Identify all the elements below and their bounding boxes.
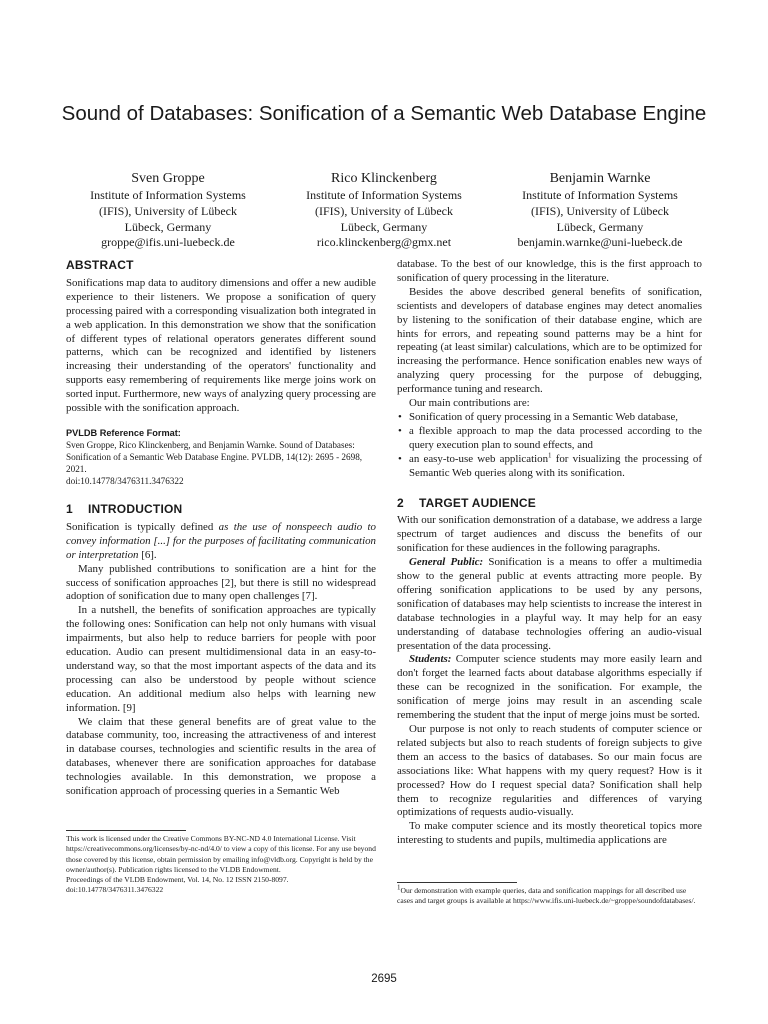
target-paragraph-1: With our sonification demonstration of a database, we address a large spectrum of target audiences and discuss the benefits of our sonification for these audiences in the following paragraphs.	[397, 514, 702, 555]
author-location: Lübeck, Germany	[340, 219, 428, 234]
doi-text: doi:10.14778/3476311.3476322	[66, 885, 164, 895]
text-run: Our demonstration with example queries, data and sonification mappings for all described use cases and target groups is available at https://www.ifis.uni-luebeck.de/~groppe/soundofdatabases/.	[397, 886, 696, 906]
author-affiliation: Institute of Information Systems	[522, 188, 678, 202]
target-paragraph-make: To make computer science and its mostly theoretical topics more interesting to students and pupils, multimedia applications are	[397, 820, 702, 847]
target-general-public	[397, 556, 702, 653]
footnote-divider	[66, 830, 186, 831]
list-item: • a flexible approach to map the data processed according to the query execution plan to sound effects, and	[409, 425, 702, 453]
paper-title: Sound of Databases: Sonification of a Semantic Web Database Engine	[61, 102, 707, 125]
text-run: [6].	[138, 548, 157, 561]
text-run: an easy-to-use web application	[409, 452, 549, 465]
intro-paragraph-2: Many published contributions to sonification are a hint for the success of sonification approaches [2], but there is still no widespread adoption of sonification due to many open challenges [7].	[66, 562, 376, 603]
section-title: INTRODUCTION	[88, 501, 183, 516]
author-affiliation: (IFIS), University of Lübeck	[531, 203, 669, 218]
list-item	[409, 453, 702, 481]
author-name: Rico Klinckenberg	[331, 171, 437, 186]
intro-paragraph-besides: Besides the above described general benefits of sonification, scientists and developers of database engines may detect anomalies by listening to the sonification of their database engine, which are hints for errors, and repeating sound patterns may be a hint for repeating (at least similar) calculations, which are to be optimized for increasing the performance. Hence sonification enables new ways of analyzing query processing for the purpose of debugging, performance tuning and research.	[397, 285, 702, 396]
page-number: 2695	[371, 973, 397, 985]
run-in-heading: Students:	[409, 653, 452, 666]
footnote-marker[interactable]: 1	[548, 451, 552, 460]
intro-paragraph-continued: database. To the best of our knowledge, this is the first approach to sonification of query processing in the literature.	[397, 258, 702, 284]
text-run: Sonification is typically defined	[66, 520, 219, 533]
reference-format-doi: doi:10.14778/3476311.3476322	[66, 475, 184, 486]
author-email: benjamin.warnke@uni-luebeck.de	[517, 235, 683, 250]
author-3	[492, 170, 708, 251]
license-text: This work is licensed under the Creative Commons BY-NC-ND 4.0 International License. Visit https://creativecommons.org/licenses/by-nc-nd/4.0/ to view a copy of this license. For any use beyond those covered by this license, obtain permission by emailing info@vldb.org. Copyright is held by the owner/author(s). Publication rights licensed to the VLDB Endowment.	[66, 834, 376, 874]
section-number: 1	[66, 501, 73, 516]
text-run: Computer science students may more easily learn and don't forget the learned facts about database algorithms especially if these can be recognized in the sonification. For example, the sonification of merge joins may result in an ascending scale remembering the student that the input of merge joins must be sorted.	[397, 653, 702, 722]
author-affiliation: (IFIS), University of Lübeck	[99, 203, 237, 218]
abstract-heading: ABSTRACT	[66, 258, 134, 272]
text-run: Sonification is a means to offer a multimedia show to the general public at events attracting more people. By offering sonification applications to be used by any persons, sonification of databases may help scientists to increase the interest in database technologies in a playful way. It may help for an easy understanding of database technologies offering an audio-visual presentation of the data processing.	[397, 556, 702, 652]
reference-format	[66, 427, 376, 487]
footnote-1	[397, 882, 702, 907]
author-block	[60, 170, 708, 251]
author-2	[276, 170, 492, 251]
section-heading-target-audience	[397, 497, 702, 511]
author-name: Sven Groppe	[131, 171, 205, 186]
list-item: • Sonification of query processing in a Semantic Web database,	[409, 411, 702, 425]
run-in-heading: General Public:	[409, 556, 484, 569]
author-location: Lübeck, Germany	[124, 219, 212, 234]
author-location: Lübeck, Germany	[556, 219, 644, 234]
author-affiliation: Institute of Information Systems	[90, 188, 246, 202]
target-paragraph-purpose: Our purpose is not only to reach students of computer science or related subjects but also to reach students of foreign subjects to give them an access to the basics of databases. So our main focus are associations like: What happens with my query request? How is it processed? How do I request special data? Sonification shall help them to recognize regularities and differences of varying optimizations of requests audio-visually.	[397, 723, 702, 819]
text-run: for visualizing the processing of Semantic Web queries along with its sonification.	[409, 452, 702, 479]
reference-format-heading: PVLDB Reference Format:	[66, 427, 181, 438]
contributions-intro: Our main contributions are:	[409, 397, 530, 410]
footnote-text	[397, 883, 702, 907]
right-column	[397, 258, 702, 848]
left-column	[66, 258, 376, 799]
intro-paragraph-4: We claim that these general benefits are of great value to the database community, too, increasing the attractiveness of and interest in database courses, technologies and scientific results in the area of databases, whenever there are sonification approaches for database technologies available. In this demonstration, we propose a sonification approach of processing queries in a Semantic Web	[66, 715, 376, 798]
section-number: 2	[397, 495, 404, 510]
abstract-text: Sonifications map data to auditory dimensions and offer a new audible experience to their listeners. We propose a sonification of query processing paired with a corresponding visualization both integrated in a web application. In this demonstration we show that the sonification of different types of relational operators generates different sound patterns, which can be recognized and identified by listeners increasing their understanding of the operators' functionality and supports easy remembering of requirements like merge joins work on sorted input. Furthermore, new ways of analyzing query processing are possible with the sonification approach.	[66, 276, 376, 415]
emphasized-text: as the use of nonspeech audio to convey information [...] for the purposes of facilitating communication or interpretation	[66, 520, 376, 561]
author-1	[60, 170, 276, 251]
author-email: rico.klinckenberg@gmx.net	[316, 235, 452, 250]
section-heading-introduction	[66, 503, 376, 517]
author-name: Benjamin Warnke	[549, 171, 651, 186]
author-affiliation: (IFIS), University of Lübeck	[315, 203, 453, 218]
author-email: groppe@ifis.uni-luebeck.de	[101, 235, 235, 250]
license-footnote	[66, 830, 376, 896]
proceedings-text: Proceedings of the VLDB Endowment, Vol. 14, No. 12 ISSN 2150-8097.	[66, 875, 289, 885]
section-title: TARGET AUDIENCE	[419, 495, 536, 510]
reference-format-citation: Sven Groppe, Rico Klinckenberg, and Benjamin Warnke. Sound of Databases: Sonification of a Semantic Web Database Engine. PVLDB, 14(12): 2695 - 2698, 2021.	[66, 439, 363, 474]
target-students	[397, 653, 702, 723]
contributions-list	[397, 411, 702, 481]
footnote-divider	[397, 882, 517, 883]
intro-paragraph-1	[66, 521, 376, 563]
author-affiliation: Institute of Information Systems	[306, 188, 462, 202]
intro-paragraph-3: In a nutshell, the benefits of sonification approaches are typically the following ones: Sonification can help not only humans with visual impairments, but also help to reduce barriers for people with poor education. Audio can present multidimensional data in an easy-to-understand way, so that the most important aspects of the data and its processing can also be understood by people without science education. An additional medium also helps with learning new information. [9]	[66, 604, 376, 714]
footnote-marker: 1	[397, 883, 401, 892]
